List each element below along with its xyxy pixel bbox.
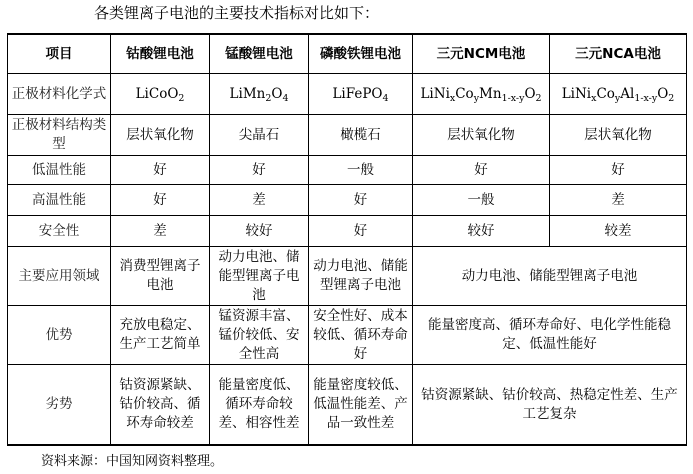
row-label-disadvantages: 劣势 bbox=[8, 365, 111, 446]
cell-high-temp-lmo: 差 bbox=[210, 185, 309, 216]
cell-safety-nca: 较差 bbox=[550, 216, 687, 247]
table-row-disadvantages bbox=[8, 365, 687, 446]
cell-application-lmo: 动力电池、储能型锂离子电池 bbox=[210, 247, 309, 306]
cell-low-temp-lfp: 一般 bbox=[309, 156, 413, 185]
cell-low-temp-ncm: 好 bbox=[413, 156, 550, 185]
header-row bbox=[8, 34, 687, 74]
cell-advantages-ternary: 能量密度高、循环寿命好、电化学性能稳定、低温性能好 bbox=[413, 306, 687, 365]
row-label-application: 主要应用领域 bbox=[8, 247, 111, 306]
cell-high-temp-lco: 好 bbox=[111, 185, 210, 216]
cell-safety-lco: 差 bbox=[111, 216, 210, 247]
header-ncm: 三元NCM电池 bbox=[413, 34, 550, 74]
cell-formula-lmo: $LiMn_2O_4$ bbox=[210, 74, 309, 115]
row-label-safety: 安全性 bbox=[8, 216, 111, 247]
cell-disadvantages-lmo: 能量密度低、循环寿命较差、相容性差 bbox=[210, 365, 309, 446]
table-row-high-temp bbox=[8, 185, 687, 216]
row-label-structure: 正极材料结构类型 bbox=[8, 115, 111, 156]
comparison-table bbox=[7, 33, 687, 446]
table-row-structure bbox=[8, 115, 687, 156]
cell-application-lfp: 动力电池、储能型锂离子电池 bbox=[309, 247, 413, 306]
cell-structure-lfp: 橄榄石 bbox=[309, 115, 413, 156]
header-lco: 钴酸锂电池 bbox=[111, 34, 210, 74]
cell-low-temp-nca: 好 bbox=[550, 156, 687, 185]
intro-text: 各类锂离子电池的主要技术指标对比如下： bbox=[94, 4, 380, 22]
header-nca: 三元NCA电池 bbox=[550, 34, 687, 74]
table-row-application bbox=[8, 247, 687, 306]
table-row-low-temp bbox=[8, 156, 687, 185]
cell-high-temp-ncm: 一般 bbox=[413, 185, 550, 216]
source-note: 资料来源：中国知网资料整理。 bbox=[41, 454, 224, 469]
table-row-safety bbox=[8, 216, 687, 247]
cell-structure-nca: 层状氧化物 bbox=[550, 115, 687, 156]
row-label-formula: 正极材料化学式 bbox=[8, 74, 111, 115]
row-label-high-temp: 高温性能 bbox=[8, 185, 111, 216]
cell-high-temp-nca: 差 bbox=[550, 185, 687, 216]
cell-formula-nca: $LiNi_xCo_yAl_{1-x-y}O_2$ bbox=[550, 74, 687, 115]
cell-advantages-lfp: 安全性好、成本较低、循环寿命好 bbox=[309, 306, 413, 365]
cell-high-temp-lfp: 好 bbox=[309, 185, 413, 216]
cell-application-ternary: 动力电池、储能型锂离子电池 bbox=[413, 247, 687, 306]
cell-low-temp-lmo: 好 bbox=[210, 156, 309, 185]
table-row-advantages bbox=[8, 306, 687, 365]
table-row-formula bbox=[8, 74, 687, 115]
cell-structure-ncm: 层状氧化物 bbox=[413, 115, 550, 156]
cell-disadvantages-lco: 钴资源紧缺、钴价较高、循环寿命较差 bbox=[111, 365, 210, 446]
cell-structure-lco: 层状氧化物 bbox=[111, 115, 210, 156]
cell-safety-ncm: 较好 bbox=[413, 216, 550, 247]
cell-safety-lmo: 较好 bbox=[210, 216, 309, 247]
cell-formula-lco: LiCoO$_2$ bbox=[111, 74, 210, 115]
header-item: 项目 bbox=[8, 34, 111, 74]
header-lmo: 锰酸锂电池 bbox=[210, 34, 309, 74]
header-lfp: 磷酸铁锂电池 bbox=[309, 34, 413, 74]
cell-disadvantages-lfp: 能量密度较低、低温性能差、产品一致性差 bbox=[309, 365, 413, 446]
cell-application-lco: 消费型锂离子电池 bbox=[111, 247, 210, 306]
cell-advantages-lco: 充放电稳定、生产工艺简单 bbox=[111, 306, 210, 365]
cell-low-temp-lco: 好 bbox=[111, 156, 210, 185]
cell-disadvantages-ternary: 钴资源紧缺、钴价较高、热稳定性差、生产工艺复杂 bbox=[413, 365, 687, 446]
cell-structure-lmo: 尖晶石 bbox=[210, 115, 309, 156]
cell-safety-lfp: 好 bbox=[309, 216, 413, 247]
cell-advantages-lmo: 锰资源丰富、锰价较低、安全性高 bbox=[210, 306, 309, 365]
row-label-low-temp: 低温性能 bbox=[8, 156, 111, 185]
row-label-advantages: 优势 bbox=[8, 306, 111, 365]
cell-formula-ncm: $LiNi_xCo_yMn_{1-x-y}O_2$ bbox=[413, 74, 550, 115]
cell-formula-lfp: LiFePO$_4$ bbox=[309, 74, 413, 115]
